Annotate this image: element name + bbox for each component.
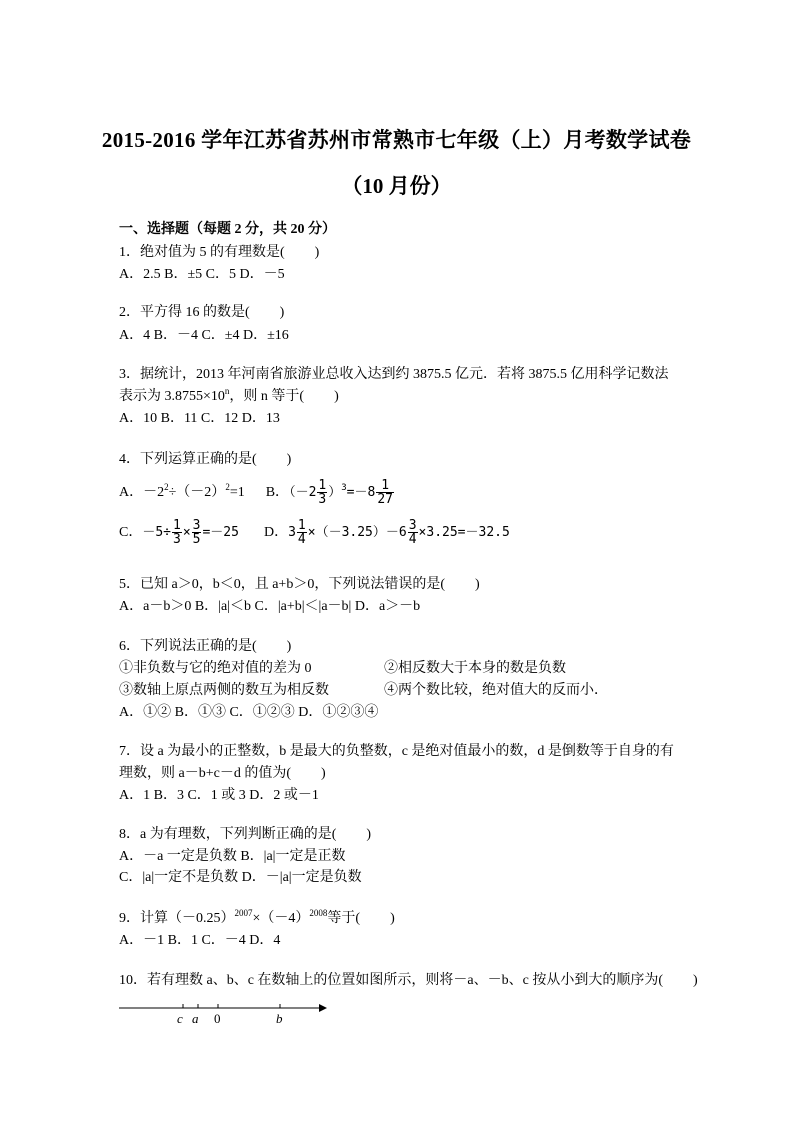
question-2-stem: 2．平方得 16 的数是( ) <box>119 305 285 320</box>
exam-subtitle: （10 月份） <box>341 174 452 198</box>
question-6-options: A．①② B．①③ C．①②③ D．①②③④ <box>119 705 379 720</box>
question-2-options: A．4 B．－4 C．±4 D．±16 <box>119 328 289 343</box>
question-8-options-ab: A．－a 一定是负数 B．|a|一定是正数 <box>119 849 346 864</box>
question-4-options-cd <box>119 518 510 548</box>
exam-title: 2015-2016 学年江苏省苏州市常熟市七年级（上）月考数学试卷 <box>101 128 692 152</box>
question-4-options-ab <box>119 479 395 507</box>
q4-option-d: D．3 $\frac{1}{4}$ ×（－3.25）－6 $\frac{3}{4}$ ×3.25=－32.5 <box>263 518 510 547</box>
question-6-items-34: ③数轴上原点两侧的数互为相反数 ④两个数比较，绝对值大的反而小． <box>119 683 608 698</box>
question-3-line2: 表示为 $3.8755\times 10^n$，则 n 等于( ) <box>119 386 339 404</box>
question-1-stem: 1．绝对值为 5 的有理数是( ) <box>119 245 320 260</box>
question-8-options-cd: C．|a|一定不是负数 D．－|a|一定是负数 <box>119 870 362 885</box>
q4-option-c: C．－5÷ $\frac{1}{3}$ × $\frac{3}{5}$ =－25 <box>119 518 239 547</box>
question-7-options: A．1 B．3 C．1 或 3 D．2 或－1 <box>119 788 319 803</box>
question-3-options: A．10 B．11 C．12 D．13 <box>119 411 280 426</box>
section-heading: 一、选择题（每题 2 分，共 20 分） <box>119 222 336 237</box>
question-6-items-12: ①非负数与它的绝对值的差为 0 ②相反数大于本身的数是负数 <box>119 661 566 676</box>
number-line-arrow-icon <box>319 1004 327 1012</box>
question-4-stem: 4．下列运算正确的是( ) <box>119 452 292 467</box>
question-8-stem: 8．a 为有理数，下列判断正确的是( ) <box>119 827 372 842</box>
question-7-line1: 7．设 a 为最小的正整数，b 是最大的负整数，c 是绝对值最小的数，d 是倒数等于自身的有 <box>119 744 674 759</box>
label-c: c <box>177 1011 183 1026</box>
question-6-stem: 6．下列说法正确的是( ) <box>119 639 292 654</box>
number-line-figure <box>119 998 334 1028</box>
question-7-line2: 理数，则 a－b+c－d 的值为( ) <box>119 766 326 781</box>
question-9-stem: 9．计算$(-0.25)^{2007}\times(-4)^{2008}$等于( ) <box>119 908 395 926</box>
q4-option-a: A．$-2^2\div(-2)^2=1$ <box>119 482 245 500</box>
question-1-options: A．2.5 B．±5 C．5 D．－5 <box>119 267 285 282</box>
question-5-options: A．a－b＞0 B．|a|＜b C．|a+b|＜|a－b| D．a＞－b <box>119 599 421 614</box>
question-3-line1: 3．据统计，2013 年河南省旅游业总收入达到约 3875.5 亿元．若将 3875.5 亿用科学记数法 <box>119 367 669 382</box>
question-5-stem: 5．已知 a＞0，b＜0，且 a+b＞0，下列说法错误的是( ) <box>119 577 480 592</box>
label-zero: 0 <box>214 1011 221 1026</box>
question-10-stem: 10．若有理数 a、b、c 在数轴上的位置如图所示，则将－a、－b、c 按从小到大的顺序为( ) <box>119 973 698 988</box>
q4-option-b: B．（－2 $\frac{1}{3}$ ）$^3$=－8 $\frac{1}{27}$ <box>265 478 393 507</box>
label-a: a <box>192 1011 199 1026</box>
label-b: b <box>276 1011 283 1026</box>
question-9-options: A．－1 B．1 C．－4 D．4 <box>119 933 281 948</box>
